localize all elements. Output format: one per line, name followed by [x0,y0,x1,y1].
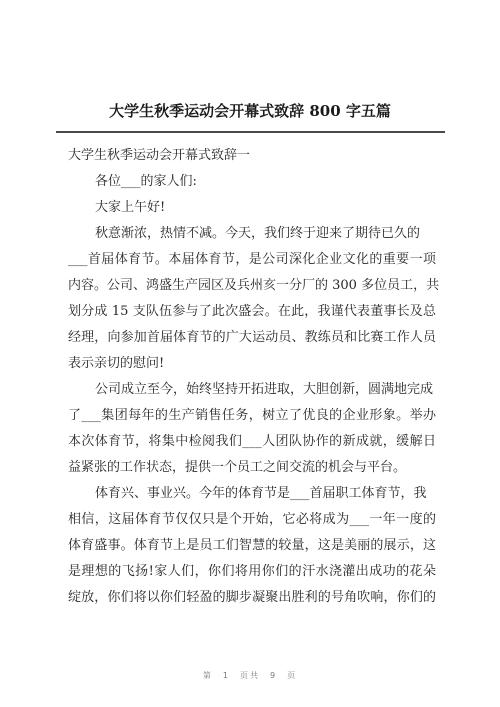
paragraph-line: 绽放，你们将以你们轻盈的脚步凝聚出胜利的号角吹响，你们的 [68,590,436,605]
greeting: 大家上午好! [95,200,166,215]
paragraph-line: 益紧张的工作状态，提供一个员工之间交流的机会与平台。 [68,460,407,475]
paragraph-line: 内容。公司、鸿盛生产园区及兵州亥一分厂的 300 多位员工，共 [68,278,440,293]
title-divider [56,131,445,133]
paragraph-line: ___首届体育节。本届体育节，是公司深化企业文化的重要一项 [68,252,436,267]
salutation: 各位___的家人们: [95,174,197,189]
page-number: 1 [222,671,230,680]
page-footer [0,670,500,681]
total-pages: 9 [270,671,278,680]
paragraph-line: 公司成立至今，始终坚持开拓进取，大胆创新，圆满地完成 [95,382,434,397]
paragraph-line: 体育盛事。体育节上是员工们智慧的较量，这是美丽的展示，这 [68,538,436,553]
footer-prefix: 第 [202,671,213,680]
paragraph-line: 是理想的飞扬!家人们，你们将用你们的汗水浇灌出成功的花朵 [68,564,436,579]
paragraph-line: 了___集团每年的生产销售任务，树立了优良的企业形象。举办 [68,408,436,423]
paragraph-line: 体育兴、事业兴。今年的体育节是___首届职工体育节，我 [95,486,427,501]
paragraph-line: 相信，这届体育节仅仅只是个开始，它必将成为___一年一度的 [68,512,436,527]
paragraph-line: 表示亲切的慰问! [68,356,165,371]
paragraph-line: 经理，向参加首届体育节的广大运动员、教练员和比赛工作人员 [68,330,436,345]
footer-mid: 页共 [240,671,260,680]
document-title: 大学生秋季运动会开幕式致辞 800 字五篇 [109,102,391,120]
paragraph-line: 本次体育节，将集中检阅我们___人团队协作的新成就，缓解日 [68,434,436,449]
paragraph-line: 秋意渐浓，热情不减。今天，我们终于迎来了期待已久的 [95,226,421,241]
paragraph-line: 划分成 15 支队伍参与了此次盛会。在此，我谨代表董事长及总 [68,304,436,319]
section-heading: 大学生秋季运动会开幕式致辞一 [68,148,251,163]
footer-suffix: 页 [287,671,298,680]
